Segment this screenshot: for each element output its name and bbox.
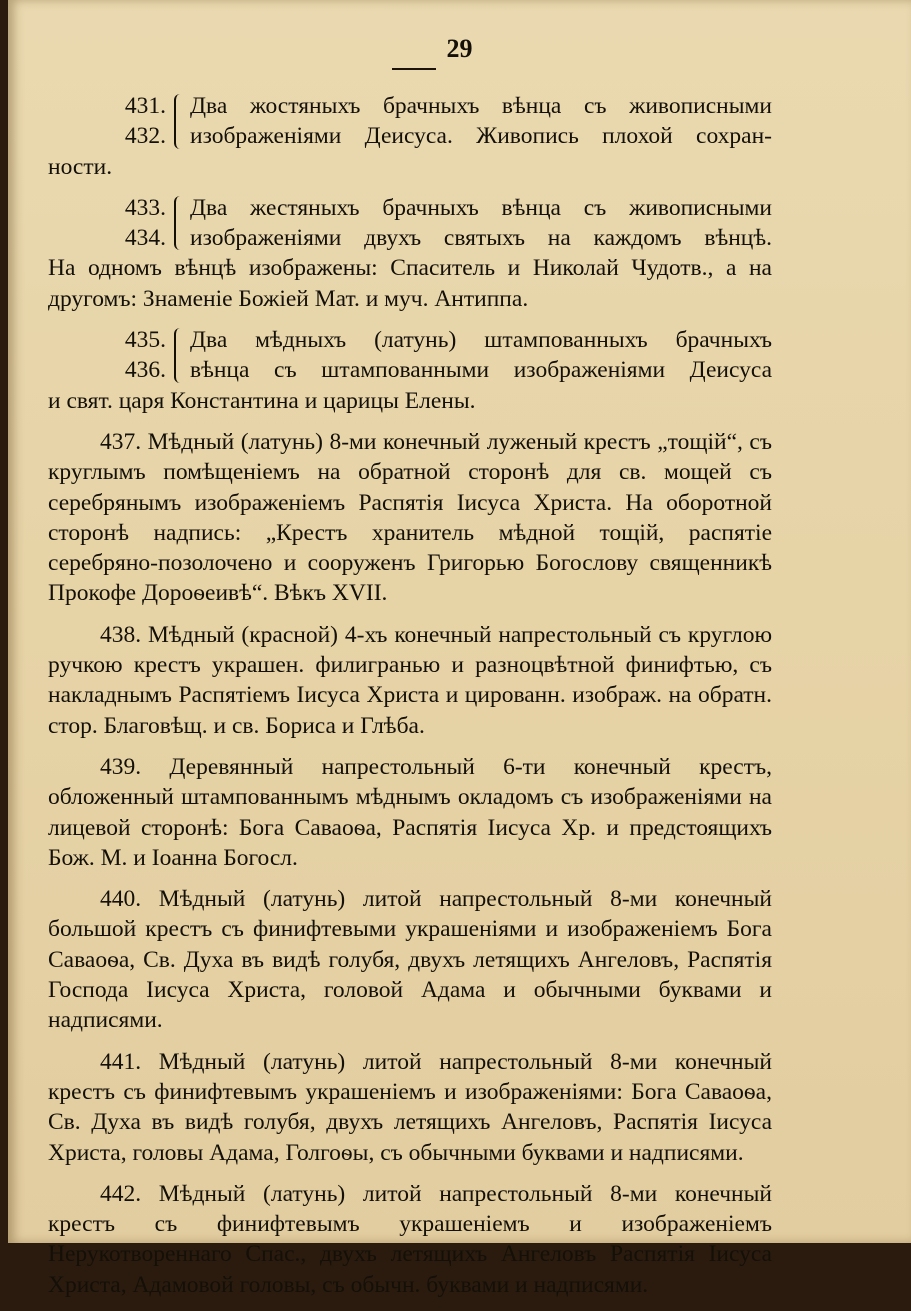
entry-438: 438. Мѣдный (красной) 4-хъ конечный напрестольный съ круглою ручкою крестъ украшен. филигранью и разноцвѣтной финифтью, съ накладнымъ Распятіемъ Іисуса Христа и цированн. изображ. на обратн. стор. Благовѣщ. и св. Бориса и Глѣба. (48, 621, 772, 739)
entry-numbers (48, 91, 168, 152)
entry-441: 441. Мѣдный (латунь) литой напрестольный 8-ми конечный крестъ съ финифтевымъ украшеніемъ и изображеніями: Бога Саваоѳа, Св. Духа въ видѣ голубя, двухъ летящихъ Ангеловъ, Распятія Іисуса Христа, головы Адама, Голгоѳы, съ обычными буквами и надписями. (48, 1048, 772, 1166)
page-number-rule (392, 68, 436, 70)
entry-number: 431. (124, 93, 166, 119)
entry-435-436 (48, 325, 772, 386)
entry-number: 434. (124, 225, 166, 252)
page-text (48, 91, 772, 1311)
entry-number: 433. (124, 194, 166, 221)
entry-number: 432. (124, 123, 166, 150)
brace (174, 328, 182, 383)
entry-439: 439. Деревянный напрестольный 6-ти конечный крестъ, обложенный штампованнымъ мѣднымъ окладомъ съ изображеніями на лицевой сторонѣ: Бога Саваоѳа, Распятія Іисуса Хр. и предстоящихъ Бож. М. и Іоанна Богосл. (48, 753, 772, 871)
entry-continuation: и свят. царя Константина и царицы Елены. (48, 387, 476, 414)
entry-431-432 (48, 91, 772, 152)
entry-numbers (48, 193, 168, 254)
entry-440: 440. Мѣдный (латунь) литой напрестольный 8-ми конечный большой крестъ съ финифтевыми украшеніями и изображеніемъ Бога Саваоѳа, Св. Духа въ видѣ голубя, двухъ летящихъ Ангеловъ, Распятія Господа Іисуса Христа, головой Адама и обычными буквами и надписями. (48, 886, 772, 1034)
brace (174, 196, 182, 251)
entry-line: Два жостяныхъ брачныхъ вѣнца съ живописными (190, 93, 772, 119)
entry-text (190, 193, 772, 254)
entry-442: 442. Мѣдный (латунь) литой напрестольный 8-ми конечный крестъ съ финифтевымъ украшеніемъ и изображеніемъ Нерукотвореннаго Спас., двухъ летящихъ Ангеловъ Распятія Іисуса Христа, Адамовой головы, съ обычн. буквами и надписями. (48, 1180, 772, 1298)
entry-number: 435. (124, 327, 166, 354)
entry-433-434 (48, 193, 772, 254)
entry-continuation: ности. (48, 153, 113, 180)
entry-continuation: На одномъ вѣнцѣ изображены: Спаситель и Николай Чудотв., а на другомъ: Знаменіе Божіей Мат. и муч. Антиппа. (48, 255, 772, 312)
entry-line: изображеніями Деисуса. Живопись плохой сохран- (190, 123, 772, 150)
entry-line: вѣнца съ штампованными изображеніями Деисуса (190, 357, 772, 384)
entry-text (190, 91, 772, 152)
entry-line: изображеніями двухъ святыхъ на каждомъ вѣнцѣ. (190, 225, 772, 252)
entry-text (190, 325, 772, 386)
entry-numbers (48, 325, 168, 386)
page-number: 29 (446, 34, 473, 63)
entry-number: 436. (124, 357, 166, 384)
brace (174, 94, 182, 149)
entry-437: 437. Мѣдный (латунь) 8-ми конечный луженый крестъ „тощій“, съ круглымъ помѣщеніемъ на обратной сторонѣ для св. мощей съ серебрянымъ изображеніемъ Распятія Іисуса Христа. На оборотной сторонѣ надпись: „Крестъ хранитель мѣдной тощій, распятіе серебряно-позолочено и сооруженъ Григорью Богослову священникѣ Прокофе Дороѳеивѣ“. Вѣкъ XVII. (48, 428, 772, 607)
book-page (8, 0, 911, 1298)
entry-line: Два мѣдныхъ (латунь) штампованныхъ брачныхъ (190, 327, 772, 354)
entry-line: Два жестяныхъ брачныхъ вѣнца съ живописными (190, 194, 772, 221)
